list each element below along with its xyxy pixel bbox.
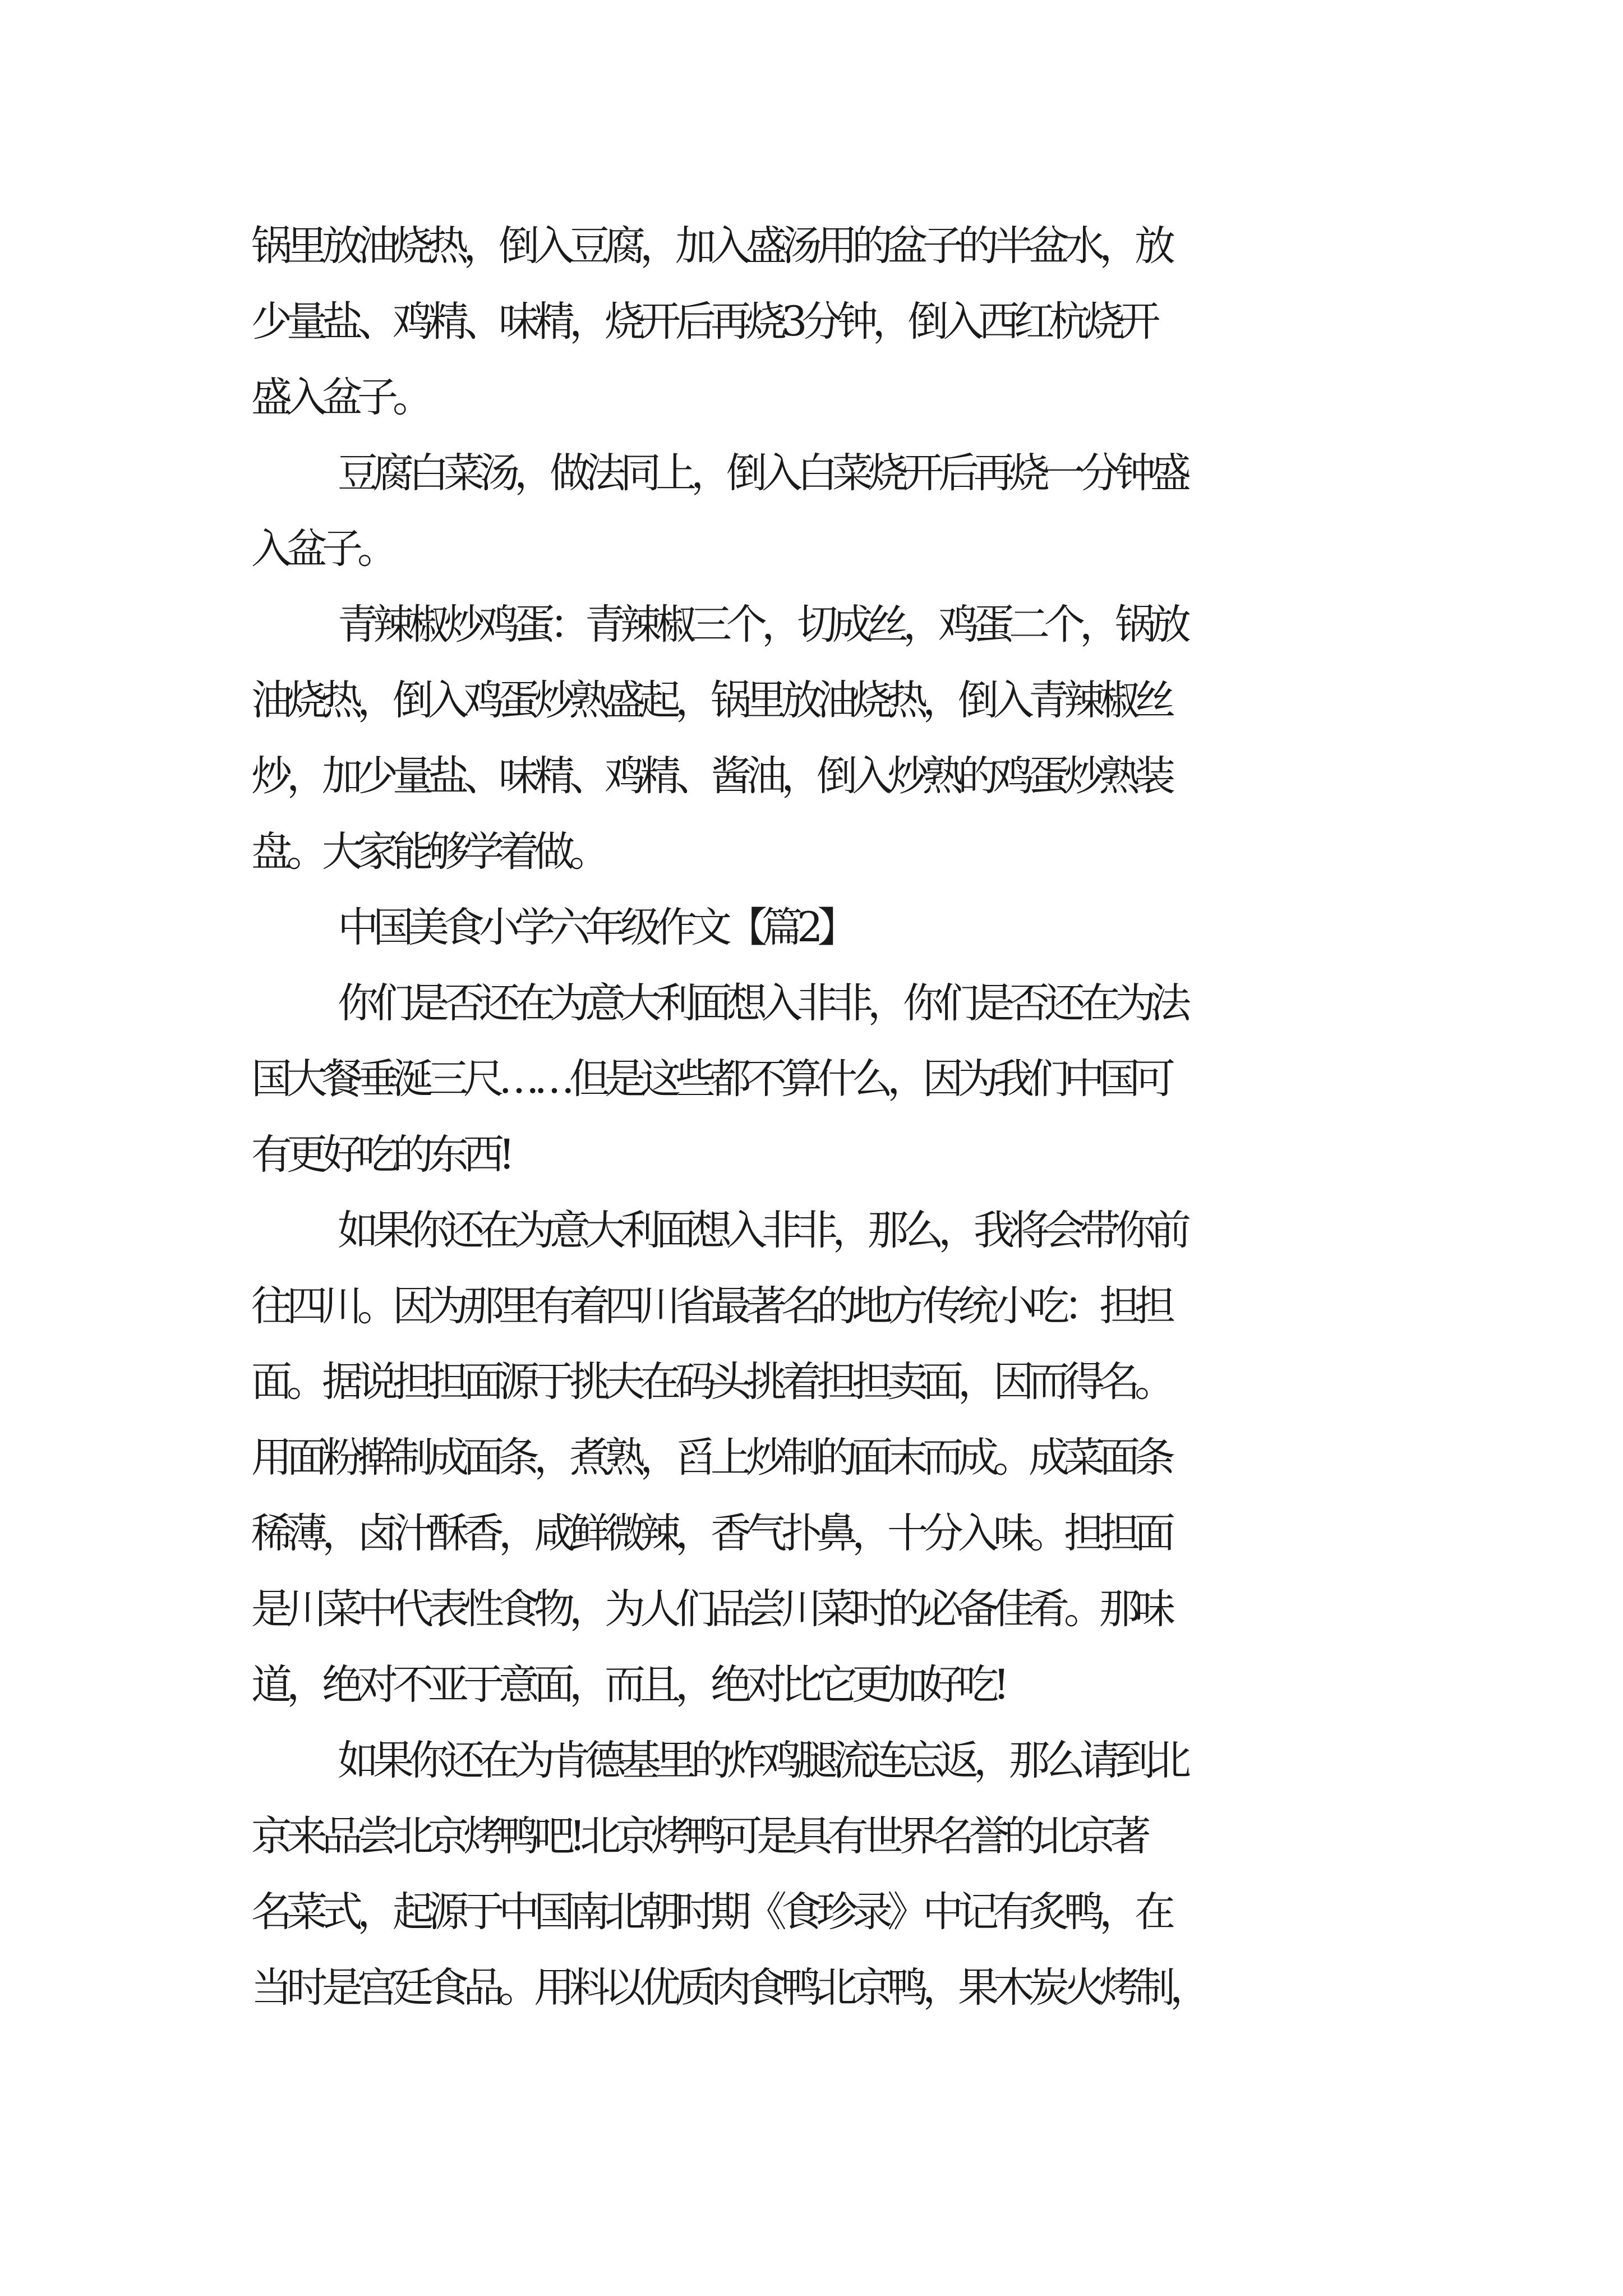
text-line: 少量盐、鸡精、味精，烧开后再烧3分钟，倒入西红杭烧开 bbox=[251, 298, 1155, 346]
text-line: 用面粉擀制成面条，煮熟，舀上炒制的面末而成。成菜面条 bbox=[251, 1434, 1170, 1481]
text-line: 入盆子。 bbox=[251, 525, 393, 573]
text-line: 名菜式，起源于中国南北朝时期《食珍录》中记有炙鸭，在 bbox=[251, 1888, 1170, 1936]
text-line: 京来品尝北京烤鸭吧!北京烤鸭可是具有世界名誉的北京著 bbox=[251, 1812, 1146, 1860]
text-line: 稀薄，卤汁酥香，咸鲜微辣，香气扑鼻，十分入味。担担面 bbox=[251, 1510, 1170, 1557]
text-line: 锅里放油烧热，倒入豆腐，加入盛汤用的盆子的半盆水，放 bbox=[251, 222, 1170, 270]
text-line: 道，绝对不亚于意面，而且，绝对比它更加好吃! bbox=[251, 1661, 1004, 1709]
section-heading: 中国美食小学六年级作文【篇2】 bbox=[338, 904, 853, 951]
text-line: 是川菜中代表性食物，为人们品尝川菜时的必备佳肴。那味 bbox=[251, 1585, 1170, 1633]
text-line: 油烧热，倒入鸡蛋炒熟盛起，锅里放油烧热，倒入青辣椒丝 bbox=[251, 677, 1170, 724]
text-line: 豆腐白菜汤，做法同上，倒入白菜烧开后再烧一分钟盛 bbox=[338, 449, 1186, 497]
text-line: 往四川。因为那里有着四川省最著名的地方传统小吃：担担 bbox=[251, 1282, 1170, 1330]
text-line: 盘。大家能够学着做。 bbox=[251, 828, 605, 876]
text-line: 国大餐垂涎三尺……但是这些都不算什么，因为我们中国可 bbox=[251, 1055, 1170, 1103]
text-line: 面。据说担担面源于挑夫在码头挑着担担卖面，因而得名。 bbox=[251, 1358, 1170, 1406]
text-line: 如果你还在为意大利面想入非非，那么，我将会带你前 bbox=[338, 1207, 1186, 1254]
text-line: 如果你还在为肯德基里的炸鸡腿流连忘返，那么请到北 bbox=[338, 1737, 1186, 1784]
text-line: 当时是宫廷食品。用料以优质肉食鸭北京鸭，果木炭火烤制， bbox=[251, 1964, 1205, 2012]
text-line: 盛入盆子。 bbox=[251, 374, 428, 421]
text-line: 青辣椒炒鸡蛋：青辣椒三个，切成丝，鸡蛋二个，锅放 bbox=[338, 601, 1186, 648]
text-line: 炒，加少量盐、味精、鸡精、酱油，倒入炒熟的鸡蛋炒熟装 bbox=[251, 752, 1170, 800]
text-line: 有更好吃的东西! bbox=[251, 1131, 510, 1179]
text-line: 你们是否还在为意大利面想入非非，你们是否还在为法 bbox=[338, 979, 1186, 1027]
